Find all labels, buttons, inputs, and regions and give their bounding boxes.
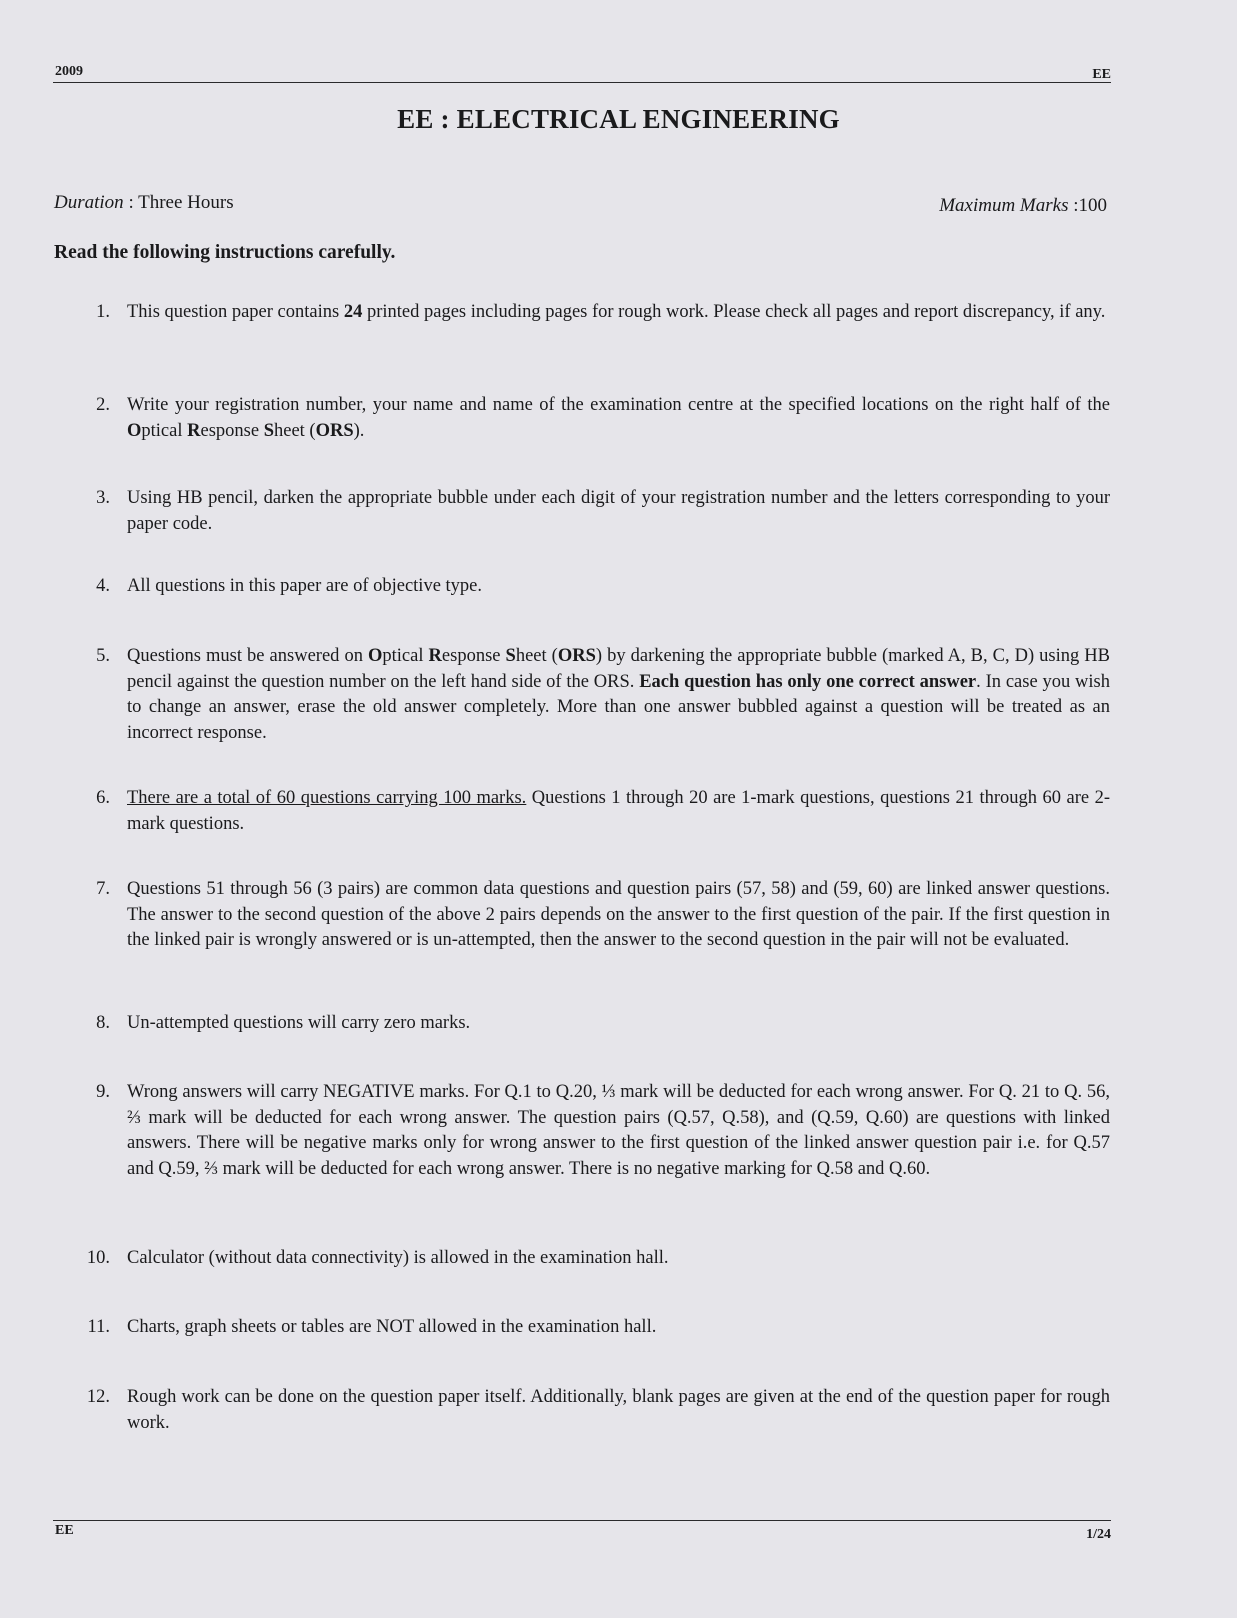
instruction-text-run: O	[127, 420, 142, 441]
instruction-text-run: Questions 51 through 56 (3 pairs) are common data questions and question pairs (57, 58) and (59, 60) are linked answer questions. The answer to the second question of the above 2 pairs depends on the answer to the first question of the pair. If the first question in the linked pair is wrongly answered or is un-attempted, then the answer to the second question in the pair will not be evaluated.	[127, 879, 1110, 950]
footer-rule	[53, 1520, 1111, 1521]
maximum-marks	[939, 195, 1107, 217]
maximum-marks-label: Maximum Marks	[939, 195, 1069, 216]
page-title: EE : ELECTRICAL ENGINEERING	[397, 104, 840, 134]
instruction-text-run: Questions must be answered on	[127, 646, 368, 666]
footer-paper-code: EE	[55, 1523, 74, 1538]
instruction-text-run: This question paper contains	[127, 302, 344, 322]
instruction-text	[127, 1315, 1110, 1341]
instruction-text-run: esponse	[200, 420, 264, 441]
instruction-text	[127, 1385, 1110, 1436]
page-number: 1/24	[1086, 1527, 1111, 1542]
instruction-text-run: Using HB pencil, darken the appropriate bubble under each digit of your registration number and the letters corresponding to your paper code.	[127, 488, 1110, 534]
instruction-text	[127, 1011, 1110, 1037]
instruction-text-run: Write your registration number, your name and name of the examination centre at the specified locations on the right half of the	[127, 395, 1110, 415]
instruction-text-run: Un-attempted questions will carry zero marks.	[127, 1013, 471, 1033]
header-paper-code: EE	[1092, 67, 1111, 82]
maximum-marks-value: :100	[1068, 195, 1107, 216]
instruction-number: 4.	[96, 576, 110, 596]
instruction-text-run: ptical	[382, 646, 429, 666]
instruction-text	[127, 786, 1110, 837]
instruction-number: 10.	[86, 1248, 110, 1268]
instructions-heading: Read the following instructions carefully.	[54, 242, 396, 263]
instruction-text-run: O	[368, 646, 383, 666]
duration	[54, 192, 234, 214]
instruction-text-run: Charts, graph sheets or tables are NOT allowed in the examination hall.	[127, 1317, 657, 1337]
instruction-text	[127, 1080, 1110, 1182]
instruction-number: 5.	[96, 646, 110, 666]
instruction-text-run: All questions in this paper are of objective type.	[127, 576, 483, 596]
instruction-number: 11.	[87, 1317, 110, 1337]
instruction-text-run: Each question has only one correct answer	[639, 671, 977, 692]
header-rule	[53, 82, 1111, 83]
instruction-number: 3.	[96, 488, 110, 508]
instruction-number: 7.	[96, 879, 110, 899]
instruction-text-run: ORS	[557, 646, 596, 666]
instruction-text-run: Questions 1 through 20 are 1-mark questions, questions 21 through 60 are 2-mark questions.	[127, 788, 1110, 834]
instruction-text	[127, 877, 1110, 954]
instruction-text-run: Wrong answers will carry NEGATIVE marks. For Q.1 to Q.20, ⅓ mark will be deducted for each wrong answer. For Q. 21 to Q. 56, ⅔ mark will be deducted for each wrong answer. The question pairs (Q.57, Q.58), and (Q.59, Q.60) are questions with linked answers. There will be negative marks only for wrong answer to the first question of the linked answer question pair i.e. for Q.57 and Q.59, ⅔ mark will be deducted for each wrong answer. There is no negative marking for Q.58 and Q.60.	[127, 1082, 1110, 1179]
instruction-text-run: heet (	[273, 420, 316, 441]
instruction-number: 9.	[96, 1082, 110, 1102]
duration-label: Duration	[54, 192, 124, 213]
instruction-text-run: ) by darkening the appropriate bubble (marked A, B, C, D) using HB pencil against the question number on the left hand side of the ORS.	[127, 646, 1111, 692]
instruction-text-run: ).	[353, 420, 365, 441]
instruction-number: 12.	[86, 1387, 110, 1407]
instruction-text	[127, 574, 1110, 600]
instruction-text-run: Calculator (without data connectivity) is allowed in the examination hall.	[127, 1248, 669, 1268]
instruction-text-run: heet (	[515, 646, 558, 666]
instruction-text-run: esponse	[441, 646, 506, 666]
instruction-text-run: S	[263, 420, 274, 441]
instruction-text	[127, 486, 1110, 537]
instruction-text	[127, 644, 1110, 746]
instruction-number: 6.	[96, 788, 110, 808]
instruction-text-run: ORS	[315, 420, 354, 441]
instruction-number: 2.	[96, 395, 110, 415]
header-year: 2009	[55, 64, 83, 79]
instruction-text-run: printed pages including pages for rough work. Please check all pages and report discrepancy, if any.	[362, 302, 1106, 322]
instruction-text	[127, 393, 1110, 444]
instruction-number: 1.	[96, 302, 110, 322]
instruction-text-run: Rough work can be done on the question paper itself. Additionally, blank pages are given at the end of the question paper for rough work.	[127, 1387, 1110, 1433]
instruction-number: 8.	[96, 1013, 110, 1033]
instruction-text	[127, 1246, 1110, 1272]
instruction-text-run: . In case you wish to change an answer, erase the old answer completely. More than one answer bubbled against a question will be treated as an incorrect response.	[127, 671, 1110, 743]
instruction-text-run: There are a total of 60 questions carrying 100 marks.	[127, 788, 527, 808]
instruction-text-run: 24	[343, 302, 363, 322]
instruction-text-run: S	[505, 646, 516, 666]
instruction-text	[127, 300, 1110, 326]
instruction-text-run: ptical	[141, 420, 188, 441]
instruction-text-run: R	[187, 420, 201, 441]
duration-value: : Three Hours	[123, 192, 234, 213]
instruction-text-run: R	[428, 646, 442, 666]
